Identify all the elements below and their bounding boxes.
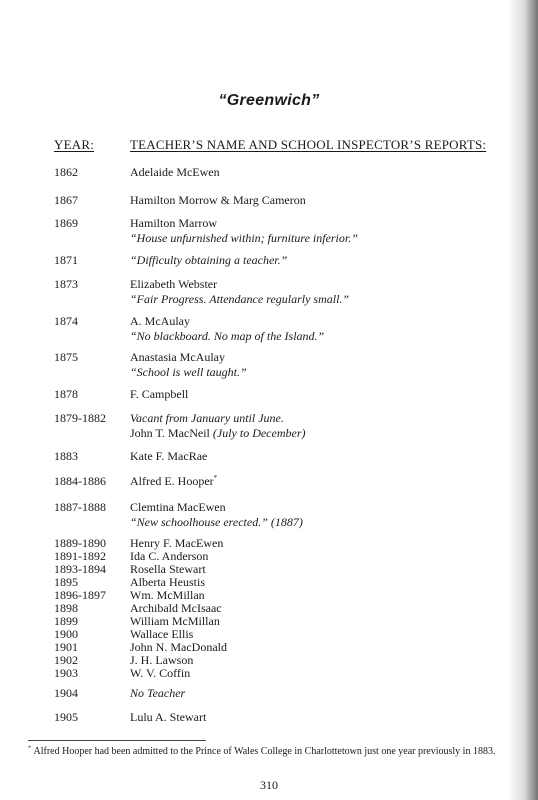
inspector-report: [130, 515, 510, 530]
teacher-name: [130, 193, 510, 208]
entry-details: [130, 474, 510, 489]
teacher-name: [130, 216, 510, 231]
name-text: Ida C. Anderson: [130, 549, 209, 563]
inspector-report: [130, 231, 510, 246]
name-text: A. McAulay: [130, 314, 190, 328]
page-title: “Greenwich”: [218, 92, 320, 109]
entry-details: [130, 165, 510, 180]
entry-details: [130, 666, 510, 681]
name-text: Hamilton Marrow: [130, 216, 217, 230]
footnote-divider: [28, 740, 206, 741]
entry-details: [130, 277, 510, 307]
name-text: John T. MacNeil: [130, 426, 210, 440]
year-column-header: YEAR:: [54, 137, 94, 152]
entry-year: 1873: [54, 277, 78, 291]
entry-year: 1903: [54, 666, 78, 680]
inspector-report: [130, 329, 510, 344]
name-text: Rosella Stewart: [130, 562, 206, 576]
report-text: Vacant from January until June.: [130, 411, 284, 425]
entry-year: 1893-1894: [54, 562, 106, 576]
entry-year: 1874: [54, 314, 78, 328]
teacher-name: [130, 449, 510, 464]
name-text: William McMillan: [130, 614, 220, 628]
teacher-name: [130, 500, 510, 515]
teacher-name: [130, 165, 510, 180]
page-number: 310: [260, 778, 278, 792]
report-text: “House unfurnished within; furniture inferior.”: [130, 231, 358, 245]
entry-details: [130, 387, 510, 402]
entry-year: 1887-1888: [54, 500, 106, 514]
entry-details: [130, 500, 510, 530]
footnote: [28, 745, 498, 758]
entry-year: 1878: [54, 387, 78, 401]
entry-details: [130, 350, 510, 380]
teacher-name: [130, 387, 510, 402]
name-text: Henry F. MacEwen: [130, 536, 224, 550]
name-text: Alfred E. Hooper: [130, 474, 214, 488]
inspector-report: [130, 292, 510, 307]
entry-year: 1869: [54, 216, 78, 230]
report-text: “School is well taught.”: [130, 365, 247, 379]
date-range-note: (July to December): [212, 426, 306, 440]
names-column-header: TEACHER’S NAME AND SCHOOL INSPECTOR’S REPORTS:: [130, 137, 487, 152]
name-text: Anastasia McAulay: [130, 350, 225, 364]
footnote-text: Alfred Hooper had been admitted to the Prince of Wales College in Charlottetown just one year previously in 1883.: [33, 746, 496, 757]
teacher-name: [130, 350, 510, 365]
report-text: “Fair Progress. Attendance regularly small.”: [130, 292, 350, 306]
teacher-name: [130, 666, 510, 681]
entry-details: [130, 314, 510, 344]
entry-details: [130, 411, 510, 441]
name-text: Archibald McIsaac: [130, 601, 222, 615]
entry-year: 1900: [54, 627, 78, 641]
name-text: J. H. Lawson: [130, 653, 194, 667]
name-text: Lulu A. Stewart: [130, 710, 207, 724]
report-text: “Difficulty obtaining a teacher.”: [130, 253, 288, 267]
name-text: Clemtina MacEwen: [130, 500, 226, 514]
entry-details: [130, 216, 510, 246]
entry-year: 1875: [54, 350, 78, 364]
name-text: Hamilton Morrow & Marg Cameron: [130, 193, 306, 207]
inspector-report: [130, 411, 510, 426]
name-text: Alberta Heustis: [130, 575, 205, 589]
name-text: Wm. McMillan: [130, 588, 205, 602]
page-edge-shadow: [508, 0, 538, 800]
report-text: No Teacher: [130, 686, 186, 700]
entry-year: 1867: [54, 193, 78, 207]
entry-year: 1891-1892: [54, 549, 106, 563]
entry-year: 1905: [54, 710, 78, 724]
teacher-name: [130, 474, 510, 489]
entry-details: [130, 686, 510, 701]
entry-details: [130, 193, 510, 208]
entry-year: 1879-1882: [54, 411, 106, 425]
inspector-report: [130, 365, 510, 380]
entry-year: 1889-1890: [54, 536, 106, 550]
name-text: Wallace Ellis: [130, 627, 194, 641]
footnote-reference: *: [213, 474, 218, 482]
teacher-name: [130, 426, 510, 441]
name-text: W. V. Coffin: [130, 666, 191, 680]
entry-year: 1899: [54, 614, 78, 628]
entry-year: 1904: [54, 686, 78, 700]
name-text: F. Campbell: [130, 387, 189, 401]
entry-year: 1898: [54, 601, 78, 615]
teacher-name: [130, 277, 510, 292]
entry-year: 1902: [54, 653, 78, 667]
entry-details: [130, 710, 510, 725]
entry-year: 1896-1897: [54, 588, 106, 602]
entry-year: 1883: [54, 449, 78, 463]
entry-year: 1884-1886: [54, 474, 106, 488]
name-text: John N. MacDonald: [130, 640, 227, 654]
teacher-name: [130, 314, 510, 329]
report-text: “New schoolhouse erected.” (1887): [130, 515, 303, 529]
name-text: Elizabeth Webster: [130, 277, 218, 291]
entry-year: 1862: [54, 165, 78, 179]
teacher-name: [130, 710, 510, 725]
report-text: “No blackboard. No map of the Island.”: [130, 329, 325, 343]
entry-details: [130, 449, 510, 464]
entry-year: 1901: [54, 640, 78, 654]
entry-year: 1871: [54, 253, 78, 267]
entry-year: 1895: [54, 575, 78, 589]
inspector-report: [130, 686, 510, 701]
inspector-report: [130, 253, 510, 268]
footnote-mark: *: [28, 745, 31, 752]
name-text: Adelaide McEwen: [130, 165, 220, 179]
entry-details: [130, 253, 510, 268]
name-text: Kate F. MacRae: [130, 449, 208, 463]
